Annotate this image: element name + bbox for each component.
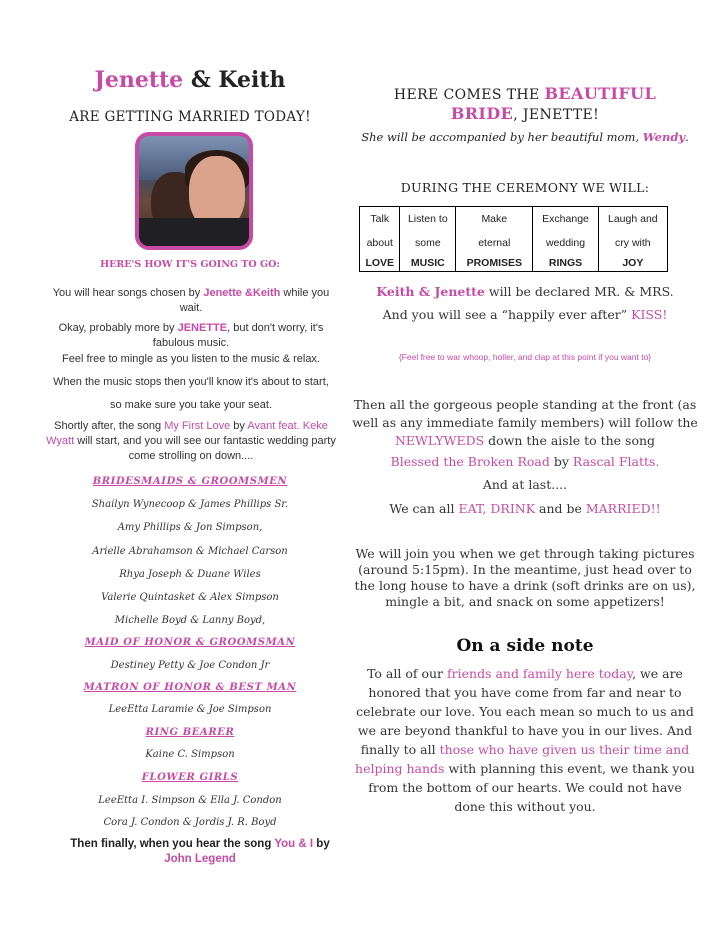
- table-cell: PROMISES: [456, 255, 533, 272]
- section-bridesmaids: BRIDESMAIDS & GROOMSMEN: [92, 476, 288, 487]
- list-item: Destiney Petty & Joe Condon Jr: [110, 660, 270, 671]
- howto-heading: HERE'S HOW IT'S GOING TO GO:: [100, 259, 280, 270]
- section-matron-of-honor: MATRON OF HONOR & BEST MAN: [83, 682, 297, 693]
- join-paragraph: We will join you when we get through taking pictures (around 5:15pm). In the meantime, just head over to the long house to have a drink (soft drinks are on us), mingle a bit, and snack on some appetizers!: [354, 546, 696, 609]
- list-item: Valerie Quintasket & Alex Simpson: [101, 592, 279, 603]
- list-item: Cora J. Condon & Jordis J. R. Boyd: [103, 817, 277, 828]
- table-cell: Exchange: [533, 207, 598, 232]
- music-paragraph: Okay, probably more by JENETTE, but don't worry, it's fabulous music.: [58, 322, 324, 349]
- table-cell: eternal: [456, 231, 533, 255]
- whoop-note: {Feel free to war whoop, holler, and clap at this point if you want to}: [398, 352, 652, 362]
- page-subtitle: ARE GETTING MARRIED TODAY!: [69, 109, 311, 125]
- section-maid-of-honor: MAID OF HONOR & GROOMSMAN: [84, 637, 296, 648]
- ceremony-table: [359, 206, 668, 272]
- section-flower-girls: FLOWER GIRLS: [141, 772, 239, 783]
- mingle-text: Feel free to mingle as you listen to the music & relax.: [61, 353, 320, 365]
- during-heading: DURING THE CEREMONY WE WILL:: [400, 180, 650, 195]
- intro-paragraph: You will hear songs chosen by Jenette &Keith while you wait.: [52, 287, 330, 314]
- accompanied-text: She will be accompanied by her beautiful mom, Wendy.: [361, 130, 689, 144]
- table-cell: MUSIC: [400, 255, 456, 272]
- couple-photo: [135, 132, 253, 250]
- take-seat-text: so make sure you take your seat.: [109, 399, 273, 411]
- bride-heading-line1: HERE COMES THE BEAUTIFUL: [393, 84, 657, 103]
- list-item: Arielle Abrahamson & Michael Carson: [92, 546, 288, 557]
- table-cell: RINGS: [533, 255, 598, 272]
- section-ring-bearer: RING BEARER: [145, 727, 235, 738]
- gorgeous-paragraph: Then all the gorgeous people standing at the front (as well as any immediate family members) will follow the: [352, 397, 698, 430]
- recessional-song-line: Blessed the Broken Road by Rascal Flatts.: [390, 454, 660, 469]
- first-song-paragraph: Shortly after, the song My First Love by Avant feat. Keke Wyatt will start, and you will see our fantastic wedding party come strolling on down....: [46, 420, 336, 462]
- declared-text: Keith & Jenette will be declared MR. & MRS.: [376, 284, 674, 299]
- table-cell: some: [400, 231, 456, 255]
- list-item: Shailyn Wynecoop & James Phillips Sr.: [91, 499, 289, 510]
- list-item: Rhya Joseph & Duane Wiles: [119, 569, 261, 580]
- newlyweds-line: NEWLYWEDS down the aisle to the song: [394, 433, 656, 448]
- table-cell: about: [360, 231, 400, 255]
- list-item: LeeEtta I. Simpson & Ella J. Condon: [98, 795, 282, 806]
- list-item: Michelle Boyd & Lanny Boyd,: [114, 615, 266, 626]
- table-cell: wedding: [533, 231, 598, 255]
- list-item: Amy Phillips & Jon Simpson,: [117, 522, 263, 533]
- list-item: LeeEtta Laramie & Joe Simpson: [108, 704, 272, 715]
- thank-you-paragraph: To all of our friends and family here today, we are honored that you have come from far and near to celebrate our love. You each mean so much to us and we are beyond thankful to have you in our lives. And finally to all those who have given us their time and helping hands with planning this event, we thank you from the bottom of our hearts. We could not have done this without you.: [355, 666, 695, 814]
- table-cell: Talk: [360, 207, 400, 232]
- table-cell: JOY: [598, 255, 667, 272]
- table-cell: cry with: [598, 231, 667, 255]
- kiss-text: And you will see a “happily ever after” KISS!: [382, 307, 668, 322]
- title-bride-name: Jenette: [94, 67, 184, 93]
- title-groom-name: Keith: [218, 67, 286, 93]
- table-cell: LOVE: [360, 255, 400, 272]
- table-cell: Listen to: [400, 207, 456, 232]
- bride-heading-line2: BRIDE, JENETTE!: [450, 104, 600, 123]
- at-last-text: And at last....: [482, 477, 568, 492]
- list-item: Kaine C. Simpson: [145, 749, 235, 760]
- eat-drink-line: We can all EAT, DRINK and be MARRIED!!: [389, 501, 661, 516]
- final-song-paragraph: Then finally, when you hear the song You & I by John Legend: [70, 838, 330, 865]
- table-cell: Make: [456, 207, 533, 232]
- table-cell: Laugh and: [598, 207, 667, 232]
- side-note-heading: On a side note: [456, 636, 594, 656]
- title-ampersand: &: [190, 67, 211, 93]
- page-title: [40, 67, 340, 93]
- music-stops-text: When the music stops then you'll know it's about to start,: [53, 376, 329, 388]
